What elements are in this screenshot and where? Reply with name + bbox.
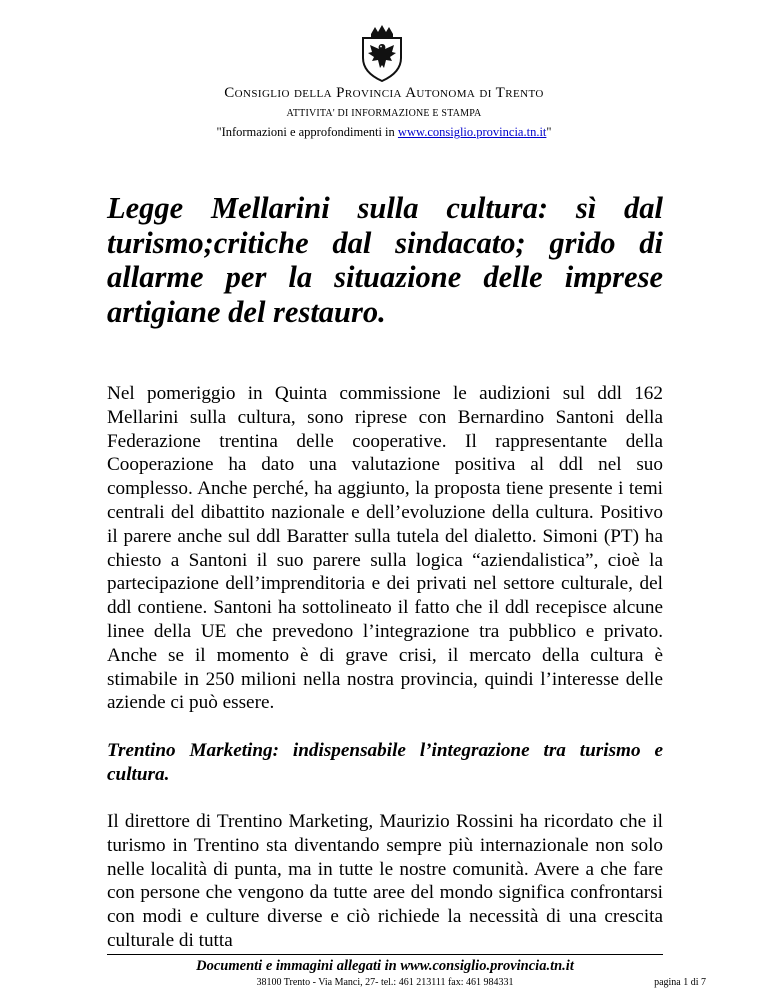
organization-name: Consiglio della Provincia Autonoma di Trento [224, 85, 544, 101]
article-subheading: Trentino Marketing: indispensabile l’integrazione tra turismo e cultura. [107, 740, 663, 785]
website-link[interactable]: www.consiglio.provincia.tn.it [397, 125, 547, 139]
info-prefix: "Informazioni e approfondimenti in [216, 125, 398, 139]
info-line [0, 125, 768, 140]
eagle-crest-icon [357, 24, 407, 82]
department-name: ATTIVITA' DI INFORMAZIONE E STAMPA [286, 108, 482, 119]
article-paragraph-1: Nel pomeriggio in Quinta commissione le audizioni sul ddl 162 Mellarini sulla cultura, sono riprese con Bernardino Santoni della Federazione trentina delle cooperative. Il rappresentante della Cooperazione ha dato una valutazione positiva al ddl nel suo complesso. Anche perché, ha aggiunto, la proposta tiene presente i temi centrali del dibattito nazionale e dell’evoluzione della cultura. Positivo il parere anche sul ddl Baratter sulla tutela del dialetto. Simoni (PT) ha chiesto a Santoni il suo parere sulla logica “aziendalistica”, cioè la partecipazione dell’imprenditoria e dei privati nel settore culturale, del ddl contiene. Santoni ha sottolineato il fatto che il ddl recepisce alcune linee della UE che prevedono l’integrazione tra pubblico e privato. Anche se il momento è di grave crisi, il mercato della cultura è stimabile in 250 milioni nella nostra provincia, quindi l’interesse delle aziende ci può essere. [107, 383, 663, 714]
info-suffix: " [546, 125, 552, 139]
article-paragraph-2: Il direttore di Trentino Marketing, Maurizio Rossini ha ricordato che il turismo in Trentino sta diventando sempre più internazionale non solo nelle località di punta, ma in tutte le nostre comunità. Avere a che fare con persone che vengono da tutte aree del mondo significa confrontarsi con modi e culture diverse e ciò richiede la necessità di una crescita culturale di tutta [107, 811, 663, 951]
footer-address: 38100 Trento - Via Manci, 27- tel.: 461 213111 fax: 461 984331 [256, 977, 514, 988]
article-title: Legge Mellarini sulla cultura: sì dal turismo;critiche dal sindacato; grido di allarme per la situazione delle imprese artigiane del restauro. [107, 191, 663, 329]
page-number: pagina 1 di 7 [654, 977, 706, 988]
footer-divider [107, 954, 663, 955]
footer-attachments-note: Documenti e immagini allegati in www.consiglio.provincia.tn.it [196, 958, 574, 974]
